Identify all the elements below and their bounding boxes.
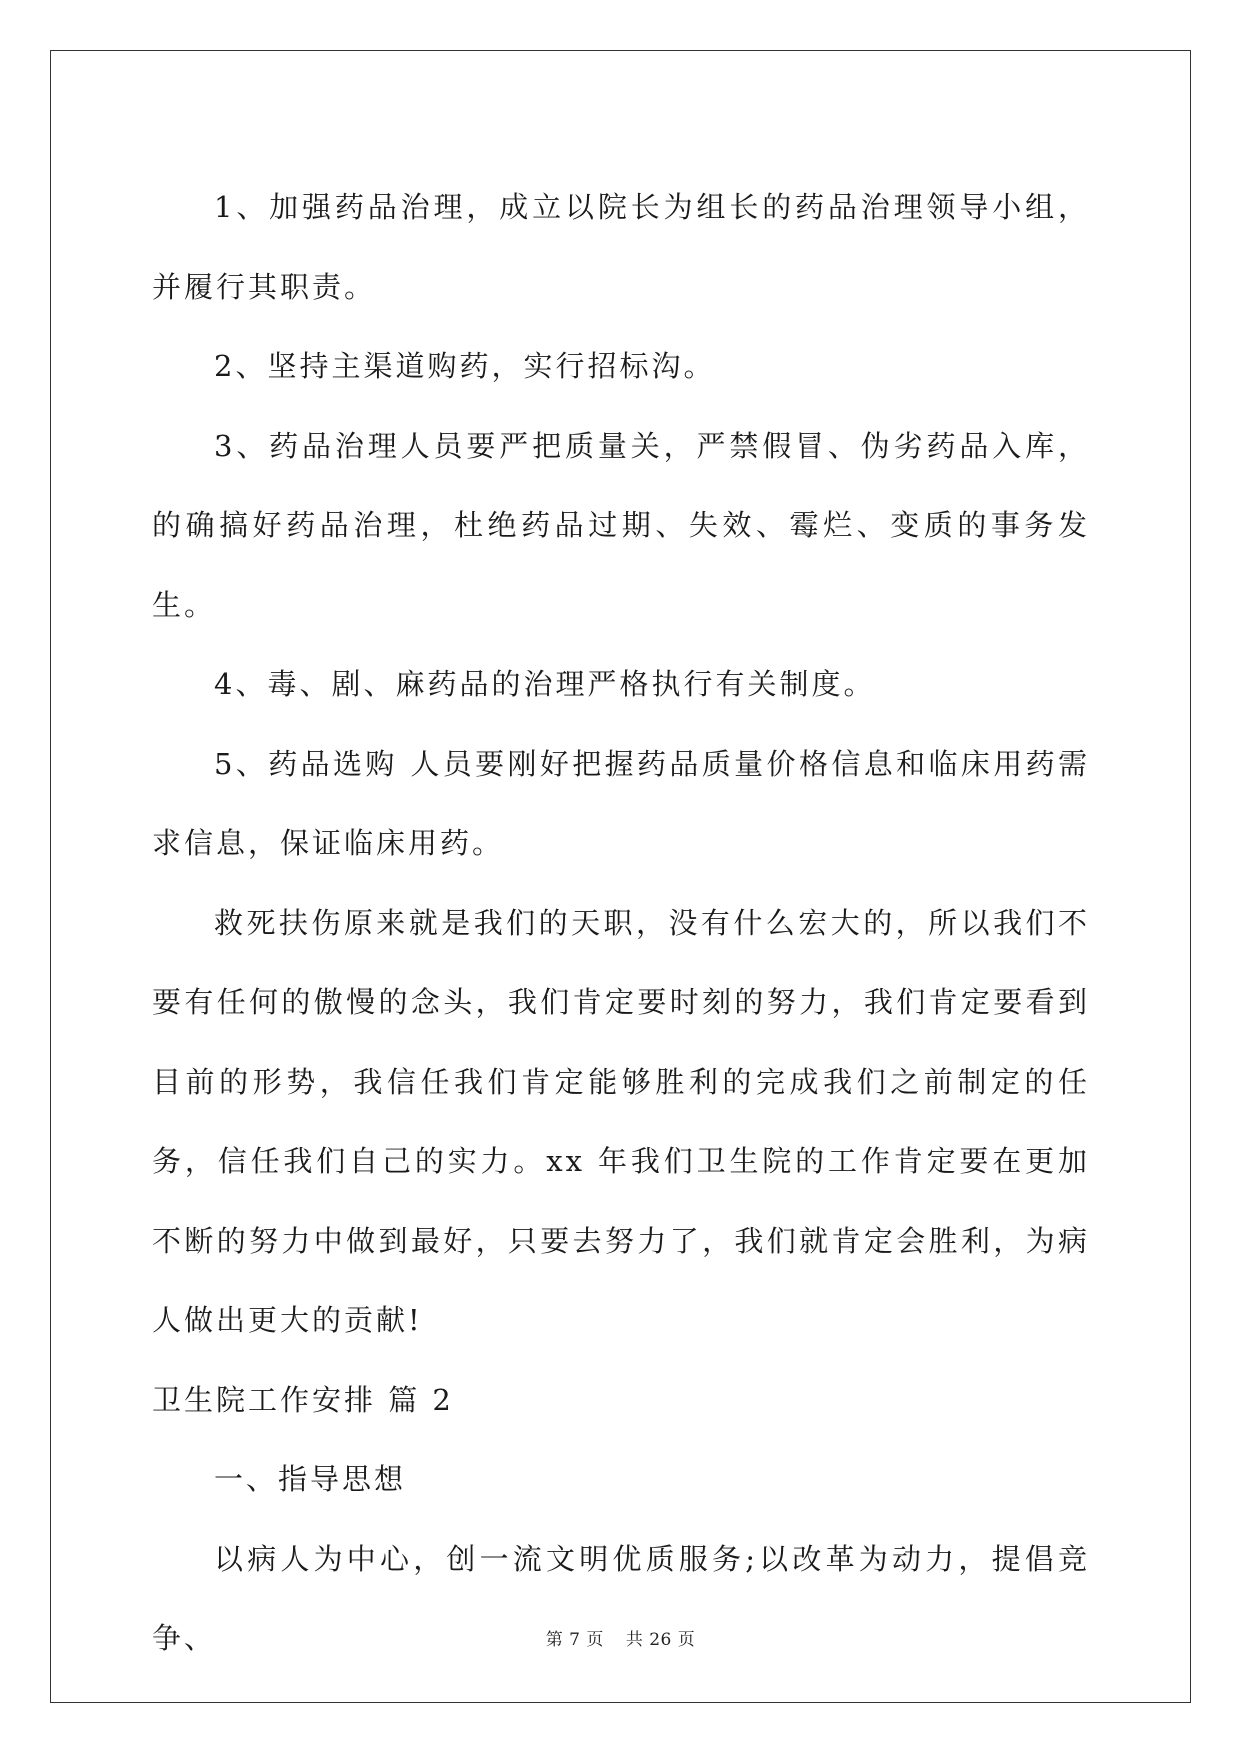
subsection-heading: 一、指导思想 (214, 1462, 407, 1496)
paragraph-item-2: 2、坚持主渠道购药，实行招标沟。 (214, 349, 716, 383)
paragraph-item-1: 1、加强药品治理，成立以院长为组长的药品治理领导小组，并履行其职责。 (152, 190, 1090, 304)
paragraph-item-5: 5、药品选购 人员要刚好把握药品质量价格信息和临床用药需求信息，保证临床用药。 (152, 746, 1090, 860)
paragraph-item-3: 3、药品治理人员要严把质量关，严禁假冒、伪劣药品入库，的确搞好药品治理，杜绝药品过期、失效、霉烂、变质的事务发生。 (152, 428, 1090, 622)
section-heading: 卫生院工作安排 篇 2 (152, 1382, 454, 1417)
paragraph-summary: 救死扶伤原来就是我们的天职，没有什么宏大的，所以我们不要有任何的傲慢的念头，我们肯定要时刻的努力，我们肯定要看到目前的形势，我信任我们肯定能够胜利的完成我们之前制定的任务，信任我们自己的实力。xx 年我们卫生院的工作肯定要在更加不断的努力中做到最好，只要去努力了，我们就肯定会胜利，为病人做出更大的贡献! (152, 905, 1090, 1337)
page-total: 共 26 页 (625, 1630, 696, 1650)
paragraph-guiding-idea: 以病人为中心，创一流文明优质服务;以改革为动力，提倡竞争、 (152, 1541, 1090, 1655)
paragraph-item-4: 4、毒、剧、麻药品的治理严格执行有关制度。 (214, 667, 876, 701)
page-footer (0, 1625, 1241, 1650)
document-body (152, 168, 1090, 1679)
page-number: 第 7 页 (545, 1630, 604, 1650)
